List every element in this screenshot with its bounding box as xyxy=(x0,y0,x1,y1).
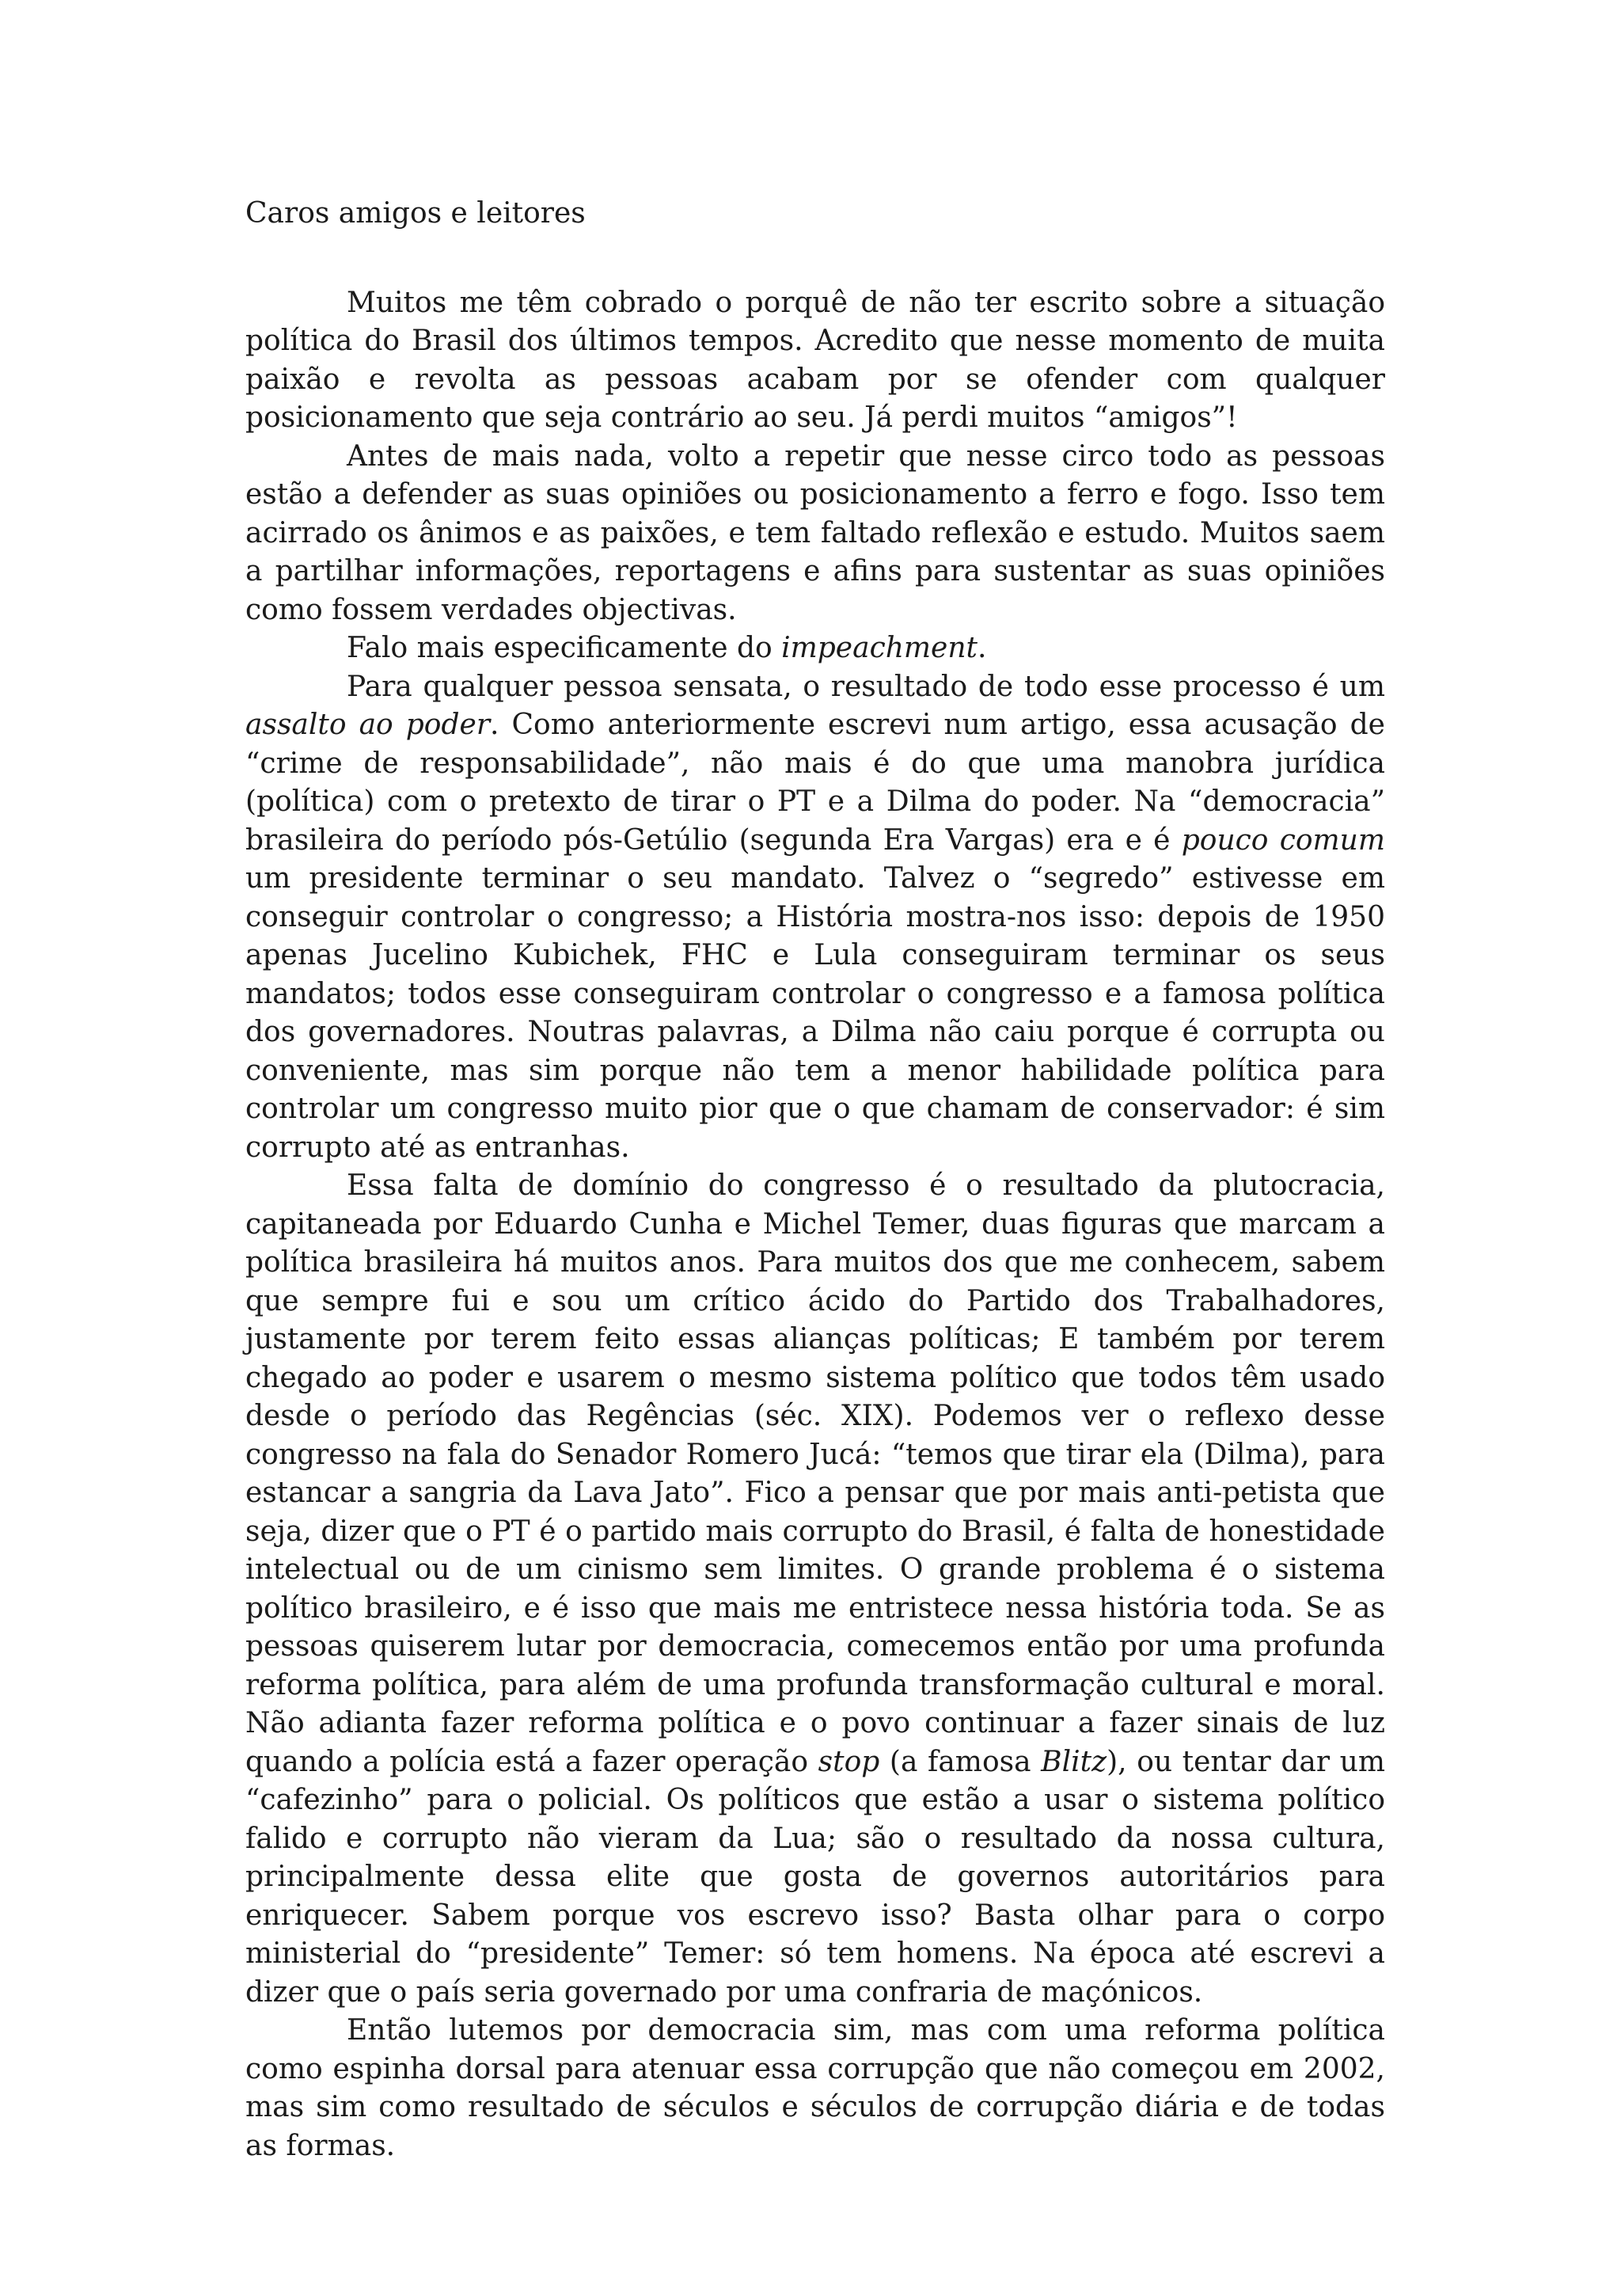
paragraphs-container xyxy=(245,284,1385,2166)
text-run: Antes de mais nada, volto a repetir que nesse circo todo as pessoas estão a defender as suas opiniões ou posicionamento a ferro e fogo. Isso tem acirrado os ânimos e as paixões, e tem faltado reflexão e estudo. Muitos saem a partilhar informações, reportagens e afins para sustentar as suas opiniões como fossem verdades objectivas. xyxy=(245,439,1385,626)
letter-body xyxy=(245,195,1385,2165)
text-run: ), ou tentar dar um “cafezinho” para o policial. Os políticos que estão a usar o sistema político falido e corrupto não vieram da Lua; são o resultado da nossa cultura, principalmente dessa elite que gosta de governos autoritários para enriquecer. Sabem porque vos escrevo isso? Basta olhar para o corpo ministerial do “presidente” Temer: só tem homens. Na época até escrevi a dizer que o país seria governado por uma confraria de maçónicos. xyxy=(245,1745,1386,2009)
text-run: Falo mais especificamente do xyxy=(347,632,782,664)
text-run: Para qualquer pessoa sensata, o resultado de todo esse processo é um xyxy=(347,670,1385,703)
paragraph xyxy=(245,284,1385,438)
italic-text: stop xyxy=(818,1745,880,1778)
italic-text: assalto ao poder xyxy=(245,709,491,741)
paragraph xyxy=(245,629,1385,668)
italic-text: impeachment xyxy=(781,632,978,664)
paragraph xyxy=(245,1167,1385,2012)
text-run: (a famosa xyxy=(879,1745,1042,1778)
text-run: Então lutemos por democracia sim, mas com uma reforma política como espinha dorsal para atenuar essa corrupção que não começou em 2002, mas sim como resultado de séculos e séculos de corrupção diária e de todas as formas. xyxy=(245,2014,1385,2162)
italic-text: pouco comum xyxy=(1181,823,1385,857)
text-run: . xyxy=(978,632,987,664)
text-run: um presidente terminar o seu mandato. Talvez o “segredo” estivesse em conseguir controlar o congresso; a História mostra-nos isso: depois de 1950 apenas Jucelino Kubichek, FHC e Lula conseguiram terminar os seus mandatos; todos esse conseguiram controlar o congresso e a famosa política dos governadores. Noutras palavras, a Dilma não caiu porque é corrupta ou conveniente, mas sim porque não tem a menor habilidade política para controlar um congresso muito pior que o que chamam de conservador: é sim corrupto até as entranhas. xyxy=(245,862,1385,1164)
paragraph xyxy=(245,668,1385,1168)
text-run: Muitos me têm cobrado o porquê de não ter escrito sobre a situação política do Brasil dos últimos tempos. Acredito que nesse momento de muita paixão e revolta as pessoas acabam por se ofender com qualquer posicionamento que seja contrário ao seu. Já perdi muitos “amigos”! xyxy=(245,286,1385,434)
text-run: Essa falta de domínio do congresso é o resultado da plutocracia, capitaneada por Eduardo Cunha e Michel Temer, duas figuras que marcam a política brasileira há muitos anos. Para muitos dos que me conhecem, sabem que sempre fui e sou um crítico ácido do Partido dos Trabalhadores, justamente por terem feito essas alianças políticas; E também por terem chegado ao poder e usarem o mesmo sistema político que todos têm usado desde o período das Regências (séc. XIX). Podemos ver o reflexo desse congresso na fala do Senador Romero Jucá: “temos que tirar ela (Dilma), para estancar a sangria da Lava Jato”. Fico a pensar que por mais anti-petista que seja, dizer que o PT é o partido mais corrupto do Brasil, é falta de honestidade intelectual ou de um cinismo sem limites. O grande problema é o sistema político brasileiro, e é isso que mais me entristece nessa história toda. Se as pessoas quiserem lutar por democracia, comecemos então por uma profunda reforma política, para além de uma profunda transformação cultural e moral. Não adianta fazer reforma política e o povo continuar a fazer sinais de luz quando a polícia está a fazer operação xyxy=(245,1169,1385,1778)
paragraph xyxy=(245,2012,1385,2165)
italic-text: Blitz xyxy=(1041,1745,1107,1778)
paragraph xyxy=(245,438,1385,630)
salutation: Caros amigos e leitores xyxy=(245,197,586,230)
text-run: . Como anteriormente escrevi num artigo, essa acusação de “crime de responsabilidade”, não mais é do que uma manobra jurídica (política) com o pretexto de tirar o PT e a Dilma do poder. Na “democracia” brasileira do período pós-Getúlio (segunda Era Vargas) era e é xyxy=(245,709,1385,857)
